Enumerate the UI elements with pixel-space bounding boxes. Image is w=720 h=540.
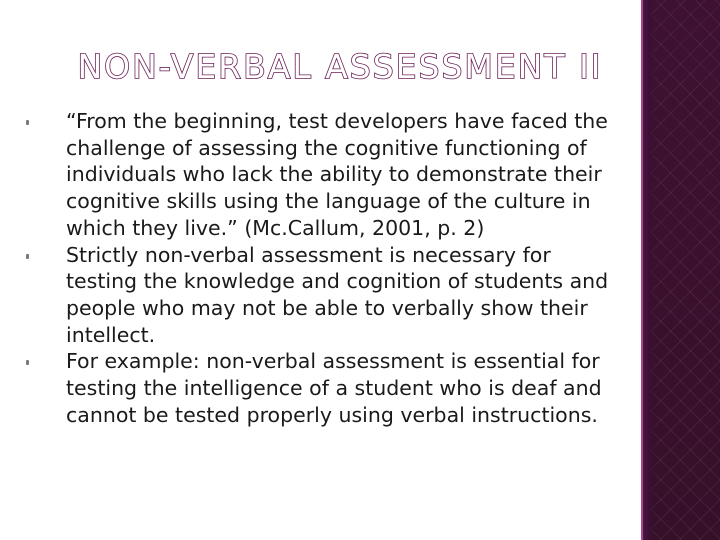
- bullet-text: Strictly non-verbal assessment is necessary for testing the knowledge and cognition of students and people who may not be able to verbally show their intellect.: [66, 242, 609, 347]
- bullet-text: “From the beginning, test developers have faced the challenge of assessing the cognitive functioning of individuals who lack the ability to demonstrate their cognitive skills using the language of the culture in which they live.” (Mc.Callum, 2001, p. 2): [66, 109, 608, 240]
- bullet-item: [40, 108, 615, 242]
- sidebar-edge-line: [641, 0, 643, 540]
- bullet-list: [40, 108, 615, 428]
- bullet-item: [40, 348, 615, 428]
- slide-title-text: NON-VERBAL ASSESSMENT II: [77, 47, 603, 86]
- bullet-icon: [26, 120, 29, 125]
- bullet-icon: [26, 360, 29, 365]
- decorative-sidebar: [641, 0, 720, 540]
- slide-title: [60, 40, 620, 90]
- bullet-text: For example: non-verbal assessment is essential for testing the intelligence of a student who is deaf and cannot be tested properly using verbal instructions.: [66, 349, 602, 427]
- bullet-item: [40, 242, 615, 349]
- bullet-icon: [26, 254, 29, 259]
